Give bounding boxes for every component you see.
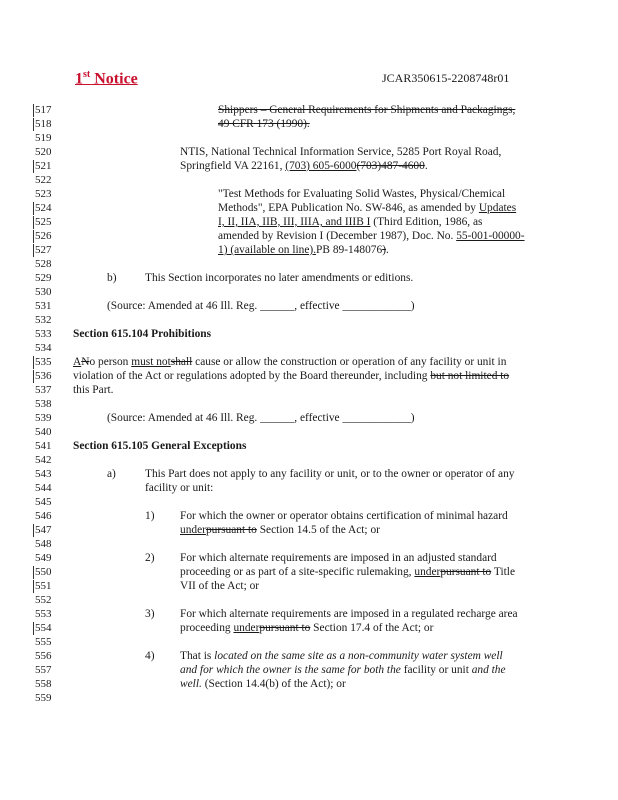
line-number: 520 [35, 146, 52, 158]
line-number: 528 [35, 258, 52, 270]
line-number: 558 [35, 678, 52, 690]
section-heading-615-105: Section 615.105 General Exceptions [73, 440, 247, 452]
line-number: 525 [33, 216, 65, 229]
line-520: NTIS, National Technical Information Service, 5285 Port Royal Road, [180, 146, 502, 158]
line-558: well. (Section 14.4(b) of the Act); or [180, 678, 346, 690]
line-number: 548 [35, 538, 52, 550]
line-number: 531 [35, 300, 52, 312]
line-number: 546 [35, 510, 52, 522]
line-number: 540 [35, 426, 52, 438]
line-526: amended by Revision I (December 1987), Doc. No. 55-001-00000- [218, 230, 525, 242]
line-number: 519 [35, 132, 52, 144]
line-517: Shippers – General Requirements for Shipments and Packagings, [218, 104, 516, 116]
line-number: 532 [35, 314, 52, 326]
line-number: 538 [35, 398, 52, 410]
line-number: 526 [33, 230, 65, 243]
section-heading-615-104: Section 615.104 Prohibitions [73, 328, 212, 340]
line-number: 550 [33, 566, 65, 579]
line-556: That is located on the same site as a non-community water system well [180, 650, 503, 662]
line-551: VII of the Act; or [180, 580, 260, 592]
line-553-label: 3) [145, 608, 155, 620]
line-number: 536 [33, 370, 65, 383]
line-number: 551 [33, 580, 65, 593]
line-number: 518 [33, 118, 65, 131]
line-523: "Test Methods for Evaluating Solid Wastes, Physical/Chemical [218, 188, 506, 200]
line-529-label: b) [107, 272, 117, 284]
line-number: 555 [35, 636, 52, 648]
line-number: 556 [35, 650, 52, 662]
line-518: 49 CFR 173 (1990). [218, 118, 310, 130]
line-546: For which the owner or operator obtains certification of minimal hazard [180, 510, 508, 522]
line-535: ANo person must notshall cause or allow the construction or operation of any facility or unit in [73, 356, 507, 368]
line-number: 545 [35, 496, 52, 508]
line-number: 522 [35, 174, 52, 186]
line-number: 549 [35, 552, 52, 564]
line-524: Methods", EPA Publication No. SW-846, as amended by Updates [218, 202, 517, 214]
line-543: This Part does not apply to any facility or unit, or to the owner or operator of any [145, 468, 515, 480]
line-549: For which alternate requirements are imposed in an adjusted standard [180, 552, 497, 564]
line-number: 542 [35, 454, 52, 466]
line-number: 543 [35, 468, 52, 480]
line-521: Springfield VA 22161, (703) 605-6000(703)487-4600. [180, 160, 428, 172]
line-number: 559 [35, 692, 52, 704]
line-number: 554 [33, 622, 65, 635]
line-546-label: 1) [145, 510, 155, 522]
line-number: 539 [35, 412, 52, 424]
line-number: 544 [35, 482, 52, 494]
line-number: 523 [35, 188, 52, 200]
line-number: 557 [35, 664, 52, 676]
line-number: 552 [35, 594, 52, 606]
line-527: 1) (available on line).PB 89-148076). [218, 244, 389, 256]
line-547: underpursuant to Section 14.5 of the Act; or [180, 524, 380, 536]
line-549-label: 2) [145, 552, 155, 564]
line-554: proceeding underpursuant to Section 17.4 of the Act; or [180, 622, 434, 634]
line-number: 527 [33, 244, 65, 257]
line-number: 530 [35, 286, 52, 298]
line-537: this Part. [73, 384, 114, 396]
line-525: I, II, IIA, IIB, III, IIIA, and IIIB I (Third Edition, 1986, as [218, 216, 483, 228]
line-number: 529 [35, 272, 52, 284]
line-553: For which alternate requirements are imposed in a regulated recharge area [180, 608, 518, 620]
notice-title: 1st Notice [75, 69, 138, 88]
line-number: 533 [35, 328, 52, 340]
line-529: This Section incorporates no later amendments or editions. [145, 272, 414, 284]
line-number: 553 [35, 608, 52, 620]
line-544: facility or unit: [145, 482, 214, 494]
line-543-label: a) [107, 468, 116, 480]
line-number: 537 [35, 384, 52, 396]
source-note-2: (Source: Amended at 46 Ill. Reg. ______, effective ____________) [107, 412, 415, 424]
line-557: and for which the owner is the same for both the facility or unit and the [180, 664, 506, 676]
document-id: JCAR350615-2208748r01 [382, 71, 510, 85]
line-550: proceeding or as part of a site-specific rulemaking, underpursuant to Title [180, 566, 515, 578]
line-556-label: 4) [145, 650, 155, 662]
line-number: 524 [33, 202, 65, 215]
line-number: 521 [33, 160, 65, 173]
line-number: 541 [35, 440, 52, 452]
line-number: 517 [33, 104, 65, 117]
line-536: violation of the Act or regulations adopted by the Board thereunder, including but not limited to [73, 370, 510, 382]
line-number: 534 [35, 342, 52, 354]
line-number: 547 [33, 524, 65, 537]
source-note-1: (Source: Amended at 46 Ill. Reg. ______, effective ____________) [107, 300, 415, 312]
line-number: 535 [33, 356, 65, 369]
